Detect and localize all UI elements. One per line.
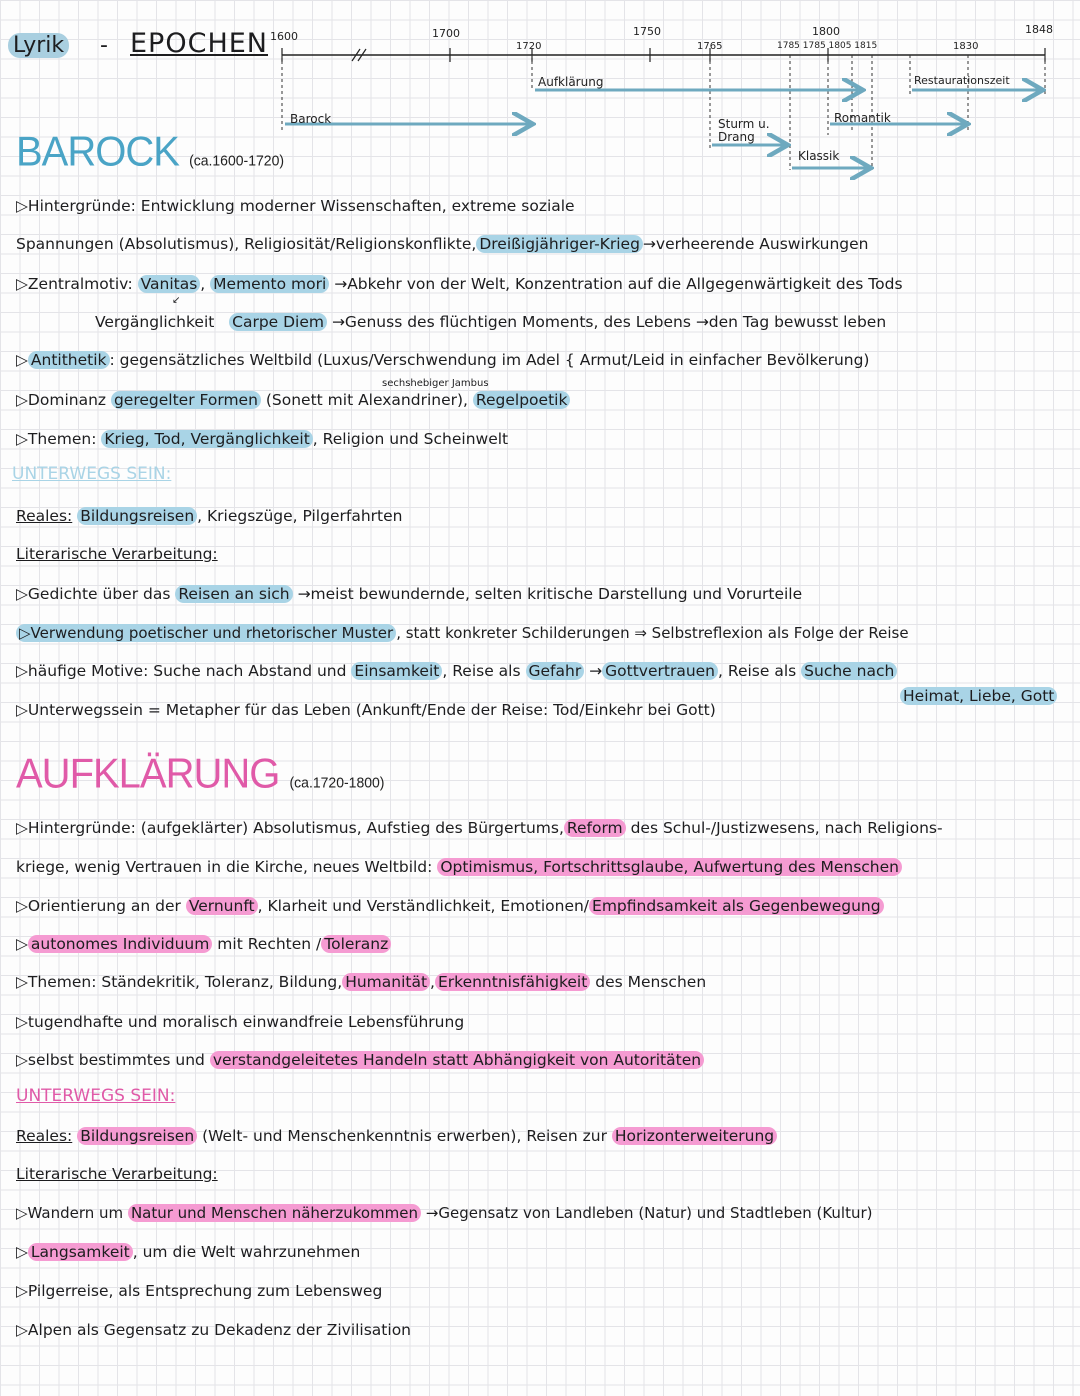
aufklaerung-reales: Reales: Bildungsreisen (Welt- und Menschenkenntnis erwerben), Reisen zur Horizonterweiterung bbox=[16, 1126, 777, 1146]
barock-line: ▷Hintergründe: Entwicklung moderner Wissenschaften, extreme soziale bbox=[16, 197, 575, 215]
barock-line: ▷Themen: Krieg, Tod, Vergänglichkeit , Religion und Scheinwelt bbox=[16, 430, 509, 448]
barock-line: Spannungen (Absolutismus), Religiosität/Religionskonflikte, Dreißigjähriger-Krieg →verheerende Auswirkungen bbox=[16, 235, 869, 253]
header-dash: - bbox=[100, 33, 108, 58]
barock-unterwegs-title: UNTERWEGS SEIN: bbox=[12, 464, 172, 484]
aufklaerung-item: ▷Alpen als Gegensatz zu Dekadenz der Zivilisation bbox=[16, 1321, 412, 1339]
year-label: 1720 bbox=[516, 41, 542, 52]
aufklaerung-line: ▷tugendhafte und moralisch einwandfreie Lebensführung bbox=[16, 1013, 465, 1031]
barock-item: ▷Unterwegssein = Metapher für das Leben (Ankunft/Ende der Reise: Tod/Einkehr bei Gott) bbox=[16, 701, 716, 719]
aufklaerung-line: ▷selbst bestimmtes und verstandgeleitetes Handeln statt Abhängigkeit von Autoritäten bbox=[16, 1050, 704, 1070]
epoch-restauration: Restaurationszeit bbox=[914, 74, 1010, 87]
barock-line: ▷Dominanz geregelter Formen (Sonett mit Alexandriner), Regelpoetik bbox=[16, 390, 570, 410]
barock-item: Heimat, Liebe, Gott bbox=[900, 686, 1057, 706]
aufklaerung-line: ▷Themen: Ständekritik, Toleranz, Bildung, Humanität , Erkenntnisfähigkeit des Menschen bbox=[16, 973, 707, 991]
year-label: 1700 bbox=[432, 27, 460, 40]
barock-line: ▷ Antithetik : gegensätzliches Weltbild (Luxus/Verschwendung im Adel { Armut/Leid in einfacher Bevölkerung) bbox=[16, 351, 870, 369]
epoch-klassik: Klassik bbox=[798, 149, 840, 163]
aufklaerung-line: kriege, wenig Vertrauen in die Kirche, neues Weltbild: Optimismus, Fortschrittsglaube, Aufwertung des Menschen bbox=[16, 857, 902, 877]
epoch-sturm: Sturm u. Drang bbox=[718, 117, 770, 144]
barock-note: sechshebiger Jambus bbox=[382, 378, 489, 389]
barock-item: ▷häufige Motive: Suche nach Abstand und Einsamkeit , Reise als Gefahr → Gottvertrauen , Reise als Suche nach bbox=[16, 661, 897, 681]
arrow-down: ↙ bbox=[172, 295, 181, 306]
aufklaerung-title: AUFKLÄRUNG (ca.1720-1800) bbox=[16, 750, 385, 798]
epoch-aufklaerung: Aufklärung bbox=[538, 75, 604, 89]
barock-line: ▷Zentralmotiv: Vanitas , Memento mori →Abkehr von der Welt, Konzentration auf die Allgegenwärtigkeit des Tods bbox=[16, 275, 903, 293]
year-label: 1848 bbox=[1025, 23, 1053, 36]
aufklaerung-item: ▷Wandern um Natur und Menschen näherzukommen →Gegensatz von Landleben (Natur) und Stadtleben (Kultur) bbox=[16, 1204, 873, 1222]
year-label: 1830 bbox=[953, 41, 979, 52]
aufklaerung-line: ▷Hintergründe: (aufgeklärter) Absolutismus, Aufstieg des Bürgertums, Reform des Schul-/Justizwesens, nach Religions- bbox=[16, 819, 943, 837]
aufklaerung-item: ▷ Langsamkeit , um die Welt wahrzunehmen bbox=[16, 1243, 361, 1261]
year-label: 1800 bbox=[812, 25, 840, 38]
year-label: 1600 bbox=[270, 30, 298, 43]
epoch-barock: Barock bbox=[290, 112, 332, 126]
barock-line: Vergänglichkeit Carpe Diem →Genuss des flüchtigen Moments, des Lebens →den Tag bewusst leben bbox=[95, 313, 887, 331]
aufklaerung-unterwegs-title: UNTERWEGS SEIN: bbox=[16, 1086, 176, 1106]
aufklaerung-item: ▷Pilgerreise, als Entsprechung zum Lebensweg bbox=[16, 1282, 383, 1300]
year-label: 1765 bbox=[697, 41, 723, 52]
aufklaerung-literarisch: Literarische Verarbeitung: bbox=[16, 1165, 218, 1183]
barock-title: BAROCK (ca.1600-1720) bbox=[16, 128, 285, 176]
year-label: 1750 bbox=[633, 25, 661, 38]
header-epochen: EPOCHEN bbox=[130, 28, 269, 59]
barock-item: ▷Gedichte über das Reisen an sich →meist bewundernde, selten kritische Darstellung und Vorurteile bbox=[16, 585, 803, 603]
epoch-romantik: Romantik bbox=[834, 111, 891, 125]
barock-reales: Reales: Bildungsreisen , Kriegszüge, Pilgerfahrten bbox=[16, 507, 403, 525]
barock-literarisch: Literarische Verarbeitung: bbox=[16, 545, 218, 563]
aufklaerung-line: ▷Orientierung an der Vernunft , Klarheit und Verständlichkeit, Emotionen/ Empfindsamkeit als Gegenbewegung bbox=[16, 896, 884, 916]
year-label: 1785 1785 1805 1815 bbox=[777, 41, 878, 51]
barock-item: ▷Verwendung poetischer und rhetorischer Muster , statt konkreter Schilderungen ⇒ Selbstreflexion als Folge der Reise bbox=[16, 623, 909, 643]
header-lyrik: Lyrik bbox=[8, 33, 69, 58]
aufklaerung-line: ▷ autonomes Individuum mit Rechten / Toleranz bbox=[16, 934, 391, 954]
